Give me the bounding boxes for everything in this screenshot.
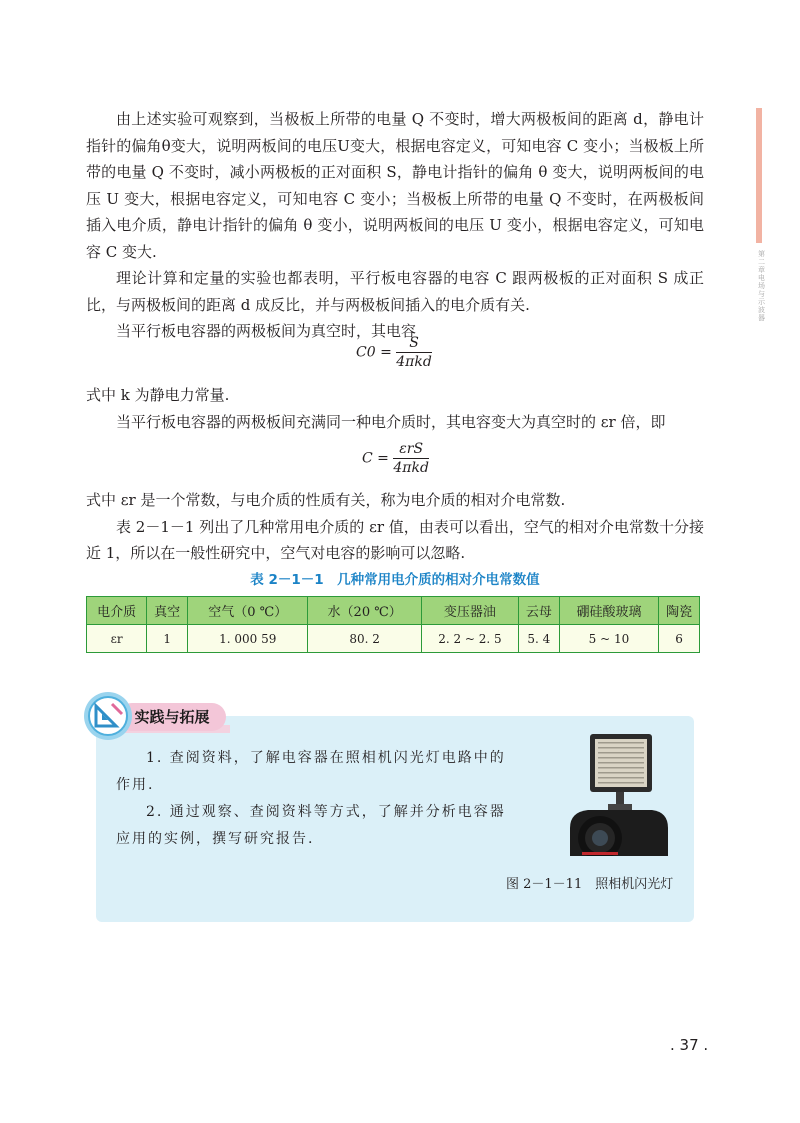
camera-flash-photo — [560, 732, 670, 856]
table-cell: εr — [87, 625, 147, 653]
practice-item-1: 1. 查阅资料，了解电容器在照相机闪光灯电路中的作用. — [116, 750, 506, 793]
table-row — [87, 625, 700, 653]
paragraph-4: 式中 k 为静电力常量. — [86, 386, 230, 404]
paragraph-1: 由上述实验可观察到，当极板上所带的电量 Q 不变时，增大两极板间的距离 d，静电计指针的偏角θ变大，说明两板间的电压U变大，根据电容定义，可知电容 C 变小；当极板上所带的电量 Q 不变时，减小两极板的正对面积 S，静电计指针的偏角 θ 变大，说明两板间的电压 U 变大，根据电容定义，可知电容 C 变小；当极板上所带的电量 Q 不变时，在两极板间插入电介质，静电计指针的偏角 θ 变小，说明两板间的电压 U 变小，根据电容定义，可知电容 C 变大. — [86, 110, 704, 261]
table-cell: 2. 2 ~ 2. 5 — [421, 625, 518, 653]
table-cell: 6 — [659, 625, 700, 653]
figure-caption: 图 2－1－11 照相机闪光灯 — [506, 877, 674, 892]
paragraph-5: 当平行板电容器的两极板间充满同一种电介质时，其电容变大为真空时的 εr 倍，即 — [116, 412, 666, 431]
formula-2-denominator: 4πkd — [393, 460, 429, 476]
formula-dielectric-capacitance — [362, 440, 429, 477]
formula-1-lhs: C0 = — [356, 344, 392, 361]
table-header-cell: 陶瓷 — [659, 597, 700, 625]
formula-1-denominator: 4πkd — [396, 354, 432, 370]
chapter-side-bar — [756, 108, 762, 243]
table-caption: 表 2－1－1 几种常用电介质的相对介电常数值 — [250, 572, 540, 588]
table-header-cell: 空气（0 ℃） — [188, 597, 308, 625]
table-header-cell: 云母 — [519, 597, 560, 625]
chapter-side-label: 第二章 电场与示波器 — [758, 250, 765, 322]
page-number: . 37 . — [670, 1036, 709, 1054]
body-text-block-2 — [86, 382, 704, 435]
formula-2-fraction — [393, 440, 429, 477]
paragraph-2: 理论计算和定量的实验也都表明，平行板电容器的电容 C 跟两极板的正对面积 S 成正比，与两极板间的距离 d 成反比，并与两极板间插入的电介质有关. — [86, 269, 704, 314]
formula-1-fraction — [396, 334, 432, 371]
practice-items — [116, 745, 506, 853]
table-header-cell: 真空 — [147, 597, 188, 625]
table-header-row — [87, 597, 700, 625]
table-header-cell: 水（20 ℃） — [308, 597, 421, 625]
paragraph-3: 当平行板电容器的两极板间为真空时，其电容 — [116, 322, 417, 340]
dielectric-constant-table — [86, 596, 700, 653]
practice-item-2: 2. 通过观察、查阅资料等方式，了解并分析电容器应用的实例，撰写研究报告. — [116, 804, 506, 847]
paragraph-7: 表 2－1－1 列出了几种常用电介质的 εr 值，由表可以看出，空气的相对介电常数十分接近 1，所以在一般性研究中，空气对电容的影响可以忽略. — [86, 517, 704, 562]
table-header-cell: 硼硅酸玻璃 — [559, 597, 658, 625]
formula-1-numerator: S — [396, 334, 432, 353]
table-cell: 1. 000 59 — [188, 625, 308, 653]
table-cell: 80. 2 — [308, 625, 421, 653]
paragraph-6: 式中 εr 是一个常数，与电介质的性质有关，称为电介质的相对介电常数. — [86, 491, 566, 509]
table-cell: 1 — [147, 625, 188, 653]
formula-2-lhs: C = — [362, 450, 389, 467]
table-cell: 5. 4 — [519, 625, 560, 653]
formula-2-numerator: εrS — [393, 440, 429, 459]
table-header-cell: 电介质 — [87, 597, 147, 625]
practice-title: 实践与拓展 — [134, 708, 210, 726]
table-cell: 5 ~ 10 — [559, 625, 658, 653]
formula-vacuum-capacitance — [356, 334, 432, 371]
body-text-block-1 — [86, 106, 704, 345]
ruler-pencil-icon — [82, 690, 136, 742]
body-text-block-3 — [86, 487, 704, 567]
table-header-cell: 变压器油 — [421, 597, 518, 625]
